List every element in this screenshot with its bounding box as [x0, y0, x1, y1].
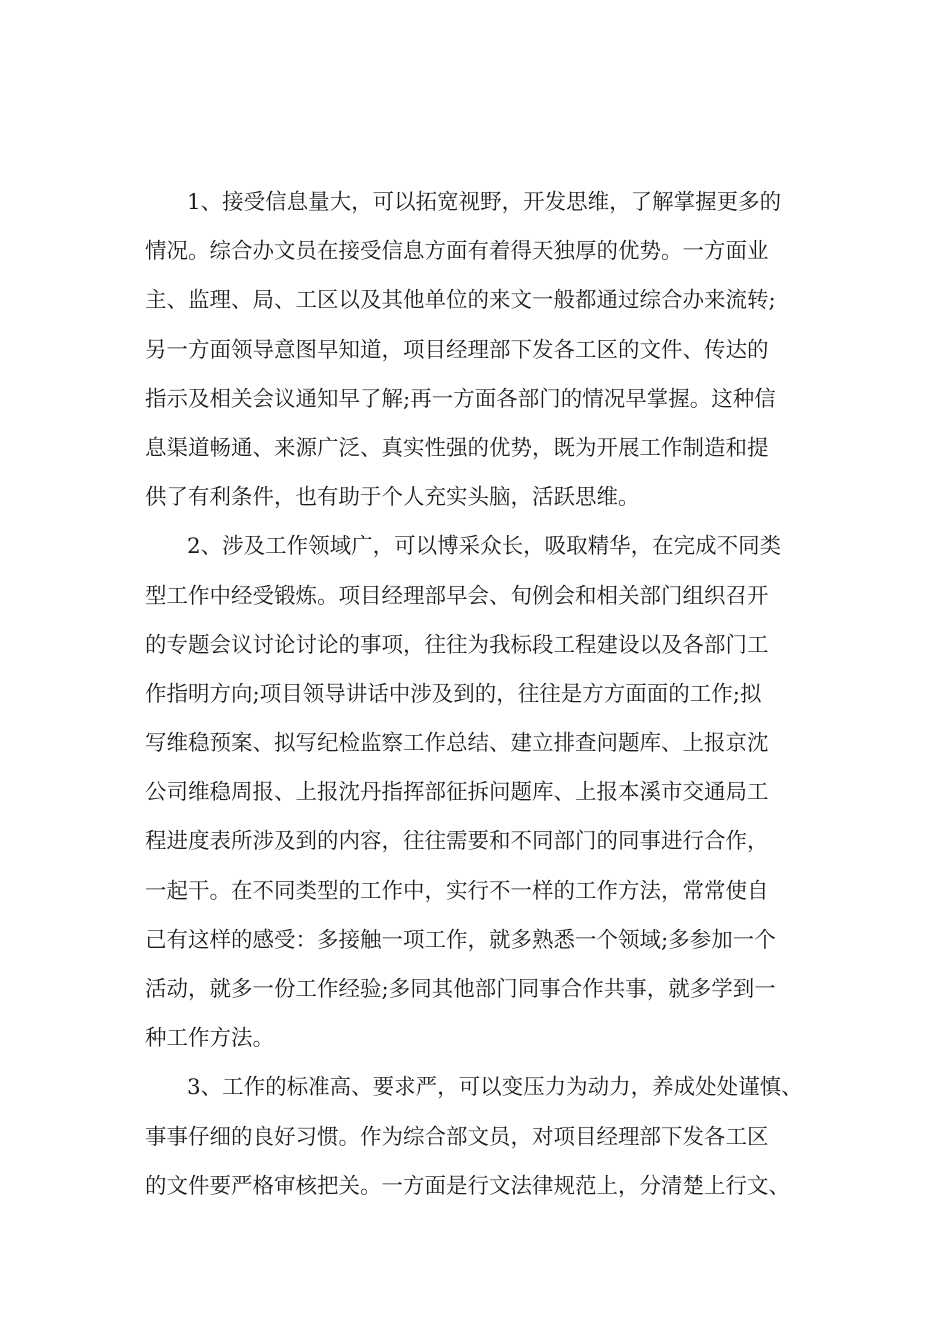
text-line: 己有这样的感受：多接触一项工作，就多熟悉一个领域;多参加一个: [145, 927, 776, 953]
text-line: 的文件要严格审核把关。一方面是行文法律规范上，分清楚上行文、: [145, 1173, 791, 1199]
text-line: 息渠道畅通、来源广泛、真实性强的优势，既为开展工作制造和提: [145, 435, 769, 461]
text-line: 指示及相关会议通知早了解;再一方面各部门的情况早掌握。这种信: [145, 386, 776, 412]
text-line: 公司维稳周报、上报沈丹指挥部征拆问题库、上报本溪市交通局工: [145, 780, 769, 806]
text-line: 一起干。在不同类型的工作中，实行不一样的工作方法，常常使自: [145, 878, 769, 904]
text-line: 供了有利条件，也有助于个人充实头脑，活跃思维。: [145, 485, 640, 511]
text-line: 活动，就多一份工作经验;多同其他部门同事合作共事，就多学到一: [145, 977, 776, 1002]
text-line: 1、接受信息量大，可以拓宽视野，开发思维，了解掌握更多的: [187, 190, 782, 215]
text-line: 型工作中经受锻炼。项目经理部早会、旬例会和相关部门组织召开: [145, 583, 769, 609]
text-line: 2、涉及工作领域广，可以博采众长，吸取精华，在完成不同类: [187, 534, 782, 560]
text-line: 主、监理、局、工区以及其他单位的来文一般都通过综合办来流转;: [145, 288, 776, 314]
document-body: [145, 178, 825, 1211]
text-line: 程进度表所涉及到的内容，往往需要和不同部门的同事进行合作，: [145, 829, 769, 855]
text-line: 事事仔细的良好习惯。作为综合部文员，对项目经理部下发各工区: [145, 1124, 769, 1150]
text-line: 写维稳预案、拟写纪检监察工作总结、建立排查问题库、上报京沈: [145, 731, 769, 757]
text-line: 另一方面领导意图早知道，项目经理部下发各工区的文件、传达的: [145, 337, 769, 363]
text-line: 种工作方法。: [145, 1026, 275, 1052]
text-line: 情况。综合办文员在接受信息方面有着得天独厚的优势。一方面业: [145, 239, 769, 265]
text-line: 作指明方向;项目领导讲话中涉及到的，往往是方方面面的工作;拟: [145, 681, 762, 707]
text-line: 3、工作的标准高、要求严，可以变压力为动力，养成处处谨慎、: [187, 1075, 803, 1101]
text-line: 的专题会议讨论讨论的事项，往往为我标段工程建设以及各部门工: [145, 632, 769, 658]
